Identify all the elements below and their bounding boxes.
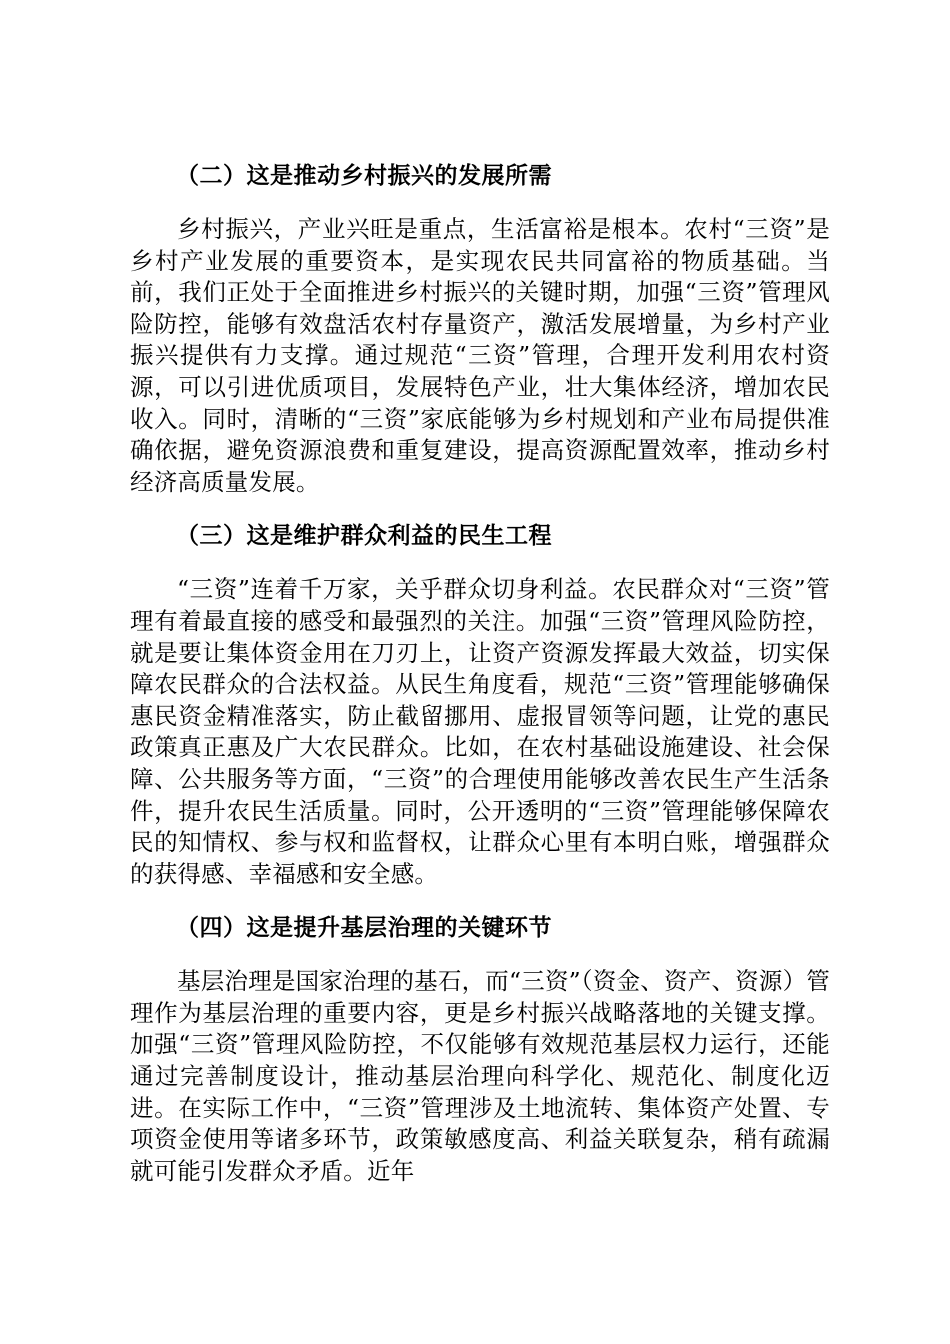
section-paragraph-3: “三资”连着千万家，关乎群众切身利益。农民群众对“三资”管理有着最直接的感受和最强烈的关注。加强“三资”管理风险防控，就是要让集体资金用在刀刃上，让资产资源发挥最大效益，切实保障农民群众的合法权益。从民生角度看，规范“三资”管理能够确保惠民资金精准落实，防止截留挪用、虚报冒领等问题，让党的惠民政策真正惠及广大农民群众。比如，在农村基础设施建设、社会保障、公共服务等方面，“三资”的合理使用能够改善农民生产生活条件，提升农民生活质量。同时，公开透明的“三资”管理能够保障农民的知情权、参与权和监督权，让群众心里有本明白账，增强群众的获得感、幸福感和安全感。 — [130, 575, 830, 888]
document-body — [130, 160, 830, 1209]
section-heading-4: （四）这是提升基层治理的关键环节 — [176, 915, 552, 942]
section-paragraph-2: 乡村振兴，产业兴旺是重点，生活富裕是根本。农村“三资”是乡村产业发展的重要资本，是实现农民共同富裕的物质基础。当前，我们正处于全面推进乡村振兴的关键时期，加强“三资”管理风险防控，能够有效盘活农村存量资产，激活发展增量，为乡村产业振兴提供有力支撑。通过规范“三资”管理，合理开发利用农村资源，可以引进优质项目，发展特色产业，壮大集体经济，增加农民收入。同时，清晰的“三资”家底能够为乡村规划和产业布局提供准确依据，避免资源浪费和重复建设，提高资源配置效率，推动乡村经济高质量发展。 — [130, 215, 830, 496]
section-heading-2: （二）这是推动乡村振兴的发展所需 — [176, 163, 552, 189]
section-paragraph-4: 基层治理是国家治理的基石，而“三资”（资金、资产、资源）管理作为基层治理的重要内容，更是乡村振兴战略落地的关键支撑。加强“三资”管理风险防控，不仅能够有效规范基层权力运行，还能通过完善制度设计，推动基层治理向科学化、规范化、制度化迈进。在实际工作中，“三资”管理涉及土地流转、集体资产处置、专项资金使用等诸多环节，政策敏感度高、利益关联复杂，稍有疏漏就可能引发群众矛盾。近年 — [130, 967, 830, 1185]
section-heading-3: （三）这是维护群众利益的民生工程 — [176, 523, 552, 550]
